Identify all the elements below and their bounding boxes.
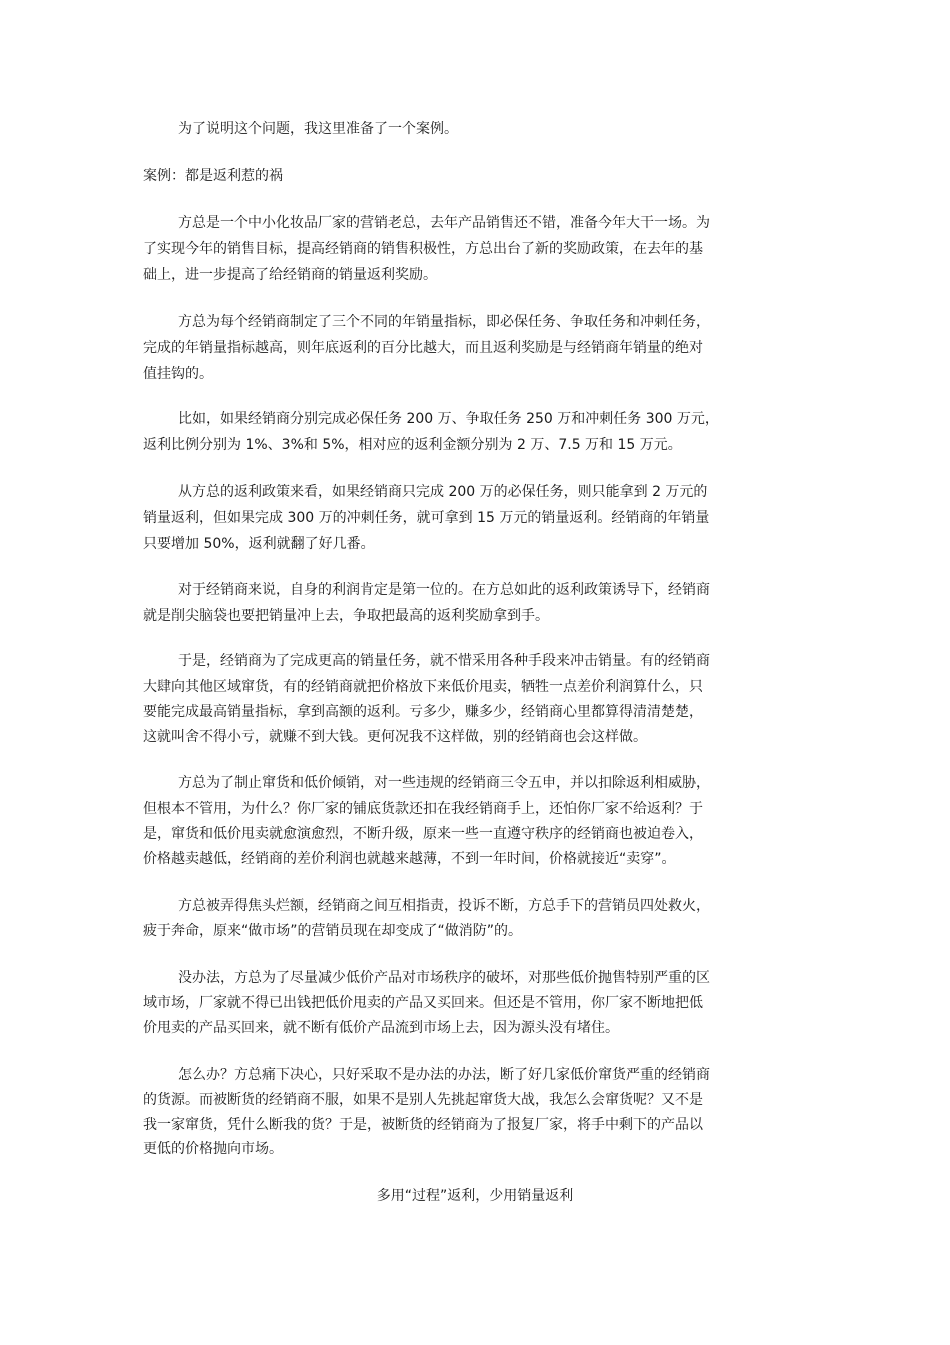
- paragraph-line: 域市场，厂家就不得已出钱把低价甩卖的产品又买回来。但还是不管用，你厂家不断地把低: [143, 995, 703, 1011]
- paragraph-line: 比如，如果经销商分别完成必保任务 200 万、争取任务 250 万和冲刺任务 300 万元，: [178, 411, 719, 427]
- paragraph-line: 更低的价格抛向市场。: [143, 1141, 283, 1157]
- paragraph-line: 完成的年销量指标越高，则年底返利的百分比越大，而且返利奖励是与经销商年销量的绝对: [143, 340, 703, 356]
- paragraph-line: 值挂钩的。: [143, 366, 213, 382]
- paragraph-line: 方总被弄得焦头烂额，经销商之间互相指责，投诉不断，方总手下的营销员四处救火，: [178, 898, 710, 914]
- paragraph-line: 方总是一个中小化妆品厂家的营销老总，去年产品销售还不错，准备今年大干一场。为: [178, 215, 710, 231]
- paragraph-line: 大肆向其他区域窜货，有的经销商就把价格放下来低价甩卖，牺牲一点差价利润算什么，只: [143, 679, 703, 695]
- paragraph-line: 础上，进一步提高了给经销商的销量返利奖励。: [143, 267, 437, 283]
- paragraph-line: 的货源。而被断货的经销商不服，如果不是别人先挑起窜货大战，我怎么会窜货呢？又不是: [143, 1092, 703, 1108]
- paragraph-line: 方总为了制止窜货和低价倾销，对一些违规的经销商三令五申，并以扣除返利相威胁，: [178, 775, 710, 791]
- paragraph-line: 但根本不管用，为什么？你厂家的铺底货款还扣在我经销商手上，还怕你厂家不给返利？于: [143, 801, 703, 817]
- paragraph-line: 方总为每个经销商制定了三个不同的年销量指标，即必保任务、争取任务和冲刺任务，: [178, 314, 710, 330]
- paragraph-line: 价格越卖越低，经销商的差价利润也就越来越薄，不到一年时间，价格就接近“卖穿”。: [143, 851, 676, 867]
- section-heading: 多用“过程”返利，少用销量返利: [376, 1188, 574, 1204]
- paragraph-line: 销量返利，但如果完成 300 万的冲刺任务，就可拿到 15 万元的销量返利。经销商的年销量: [143, 510, 710, 526]
- paragraph-line: 我一家窜货，凭什么断我的货？于是，被断货的经销商为了报复厂家，将手中剩下的产品以: [143, 1117, 703, 1133]
- paragraph-line: 疲于奔命，原来“做市场”的营销员现在却变成了“做消防”的。: [143, 923, 523, 939]
- paragraph-line: 就是削尖脑袋也要把销量冲上去，争取把最高的返利奖励拿到手。: [143, 608, 549, 624]
- paragraph-line: 了实现今年的销售目标，提高经销商的销售积极性，方总出台了新的奖励政策，在去年的基: [143, 241, 703, 257]
- paragraph-line: 从方总的返利政策来看，如果经销商只完成 200 万的必保任务，则只能拿到 2 万元的: [178, 484, 708, 500]
- paragraph-line: 于是，经销商为了完成更高的销量任务，就不惜采用各种手段来冲击销量。有的经销商: [178, 653, 710, 669]
- paragraph-line: 没办法，方总为了尽量减少低价产品对市场秩序的破坏，对那些低价抛售特别严重的区: [178, 970, 710, 986]
- paragraph-line: 是，窜货和低价甩卖就愈演愈烈，不断升级，原来一些一直遵守秩序的经销商也被迫卷入，: [143, 826, 703, 842]
- case-title: 案例：都是返利惹的祸: [143, 168, 283, 184]
- paragraph-line: 要能完成最高销量指标，拿到高额的返利。亏多少，赚多少，经销商心里都算得清清楚楚，: [143, 704, 703, 720]
- paragraph-line: 价甩卖的产品买回来，就不断有低价产品流到市场上去，因为源头没有堵住。: [143, 1020, 619, 1036]
- paragraph-line: 这就叫舍不得小亏，就赚不到大钱。更何况我不这样做，别的经销商也会这样做。: [143, 729, 647, 745]
- intro-text: 为了说明这个问题，我这里准备了一个案例。: [178, 121, 458, 137]
- paragraph-line: 怎么办？方总痛下决心，只好采取不是办法的办法，断了好几家低价窜货严重的经销商: [178, 1067, 710, 1083]
- paragraph-line: 只要增加 50%，返利就翻了好几番。: [143, 536, 375, 552]
- paragraph-line: 返利比例分别为 1%、3%和 5%，相对应的返利金额分别为 2 万、7.5 万和 15 万元。: [143, 437, 682, 453]
- paragraph-line: 对于经销商来说，自身的利润肯定是第一位的。在方总如此的返利政策诱导下，经销商: [178, 582, 710, 598]
